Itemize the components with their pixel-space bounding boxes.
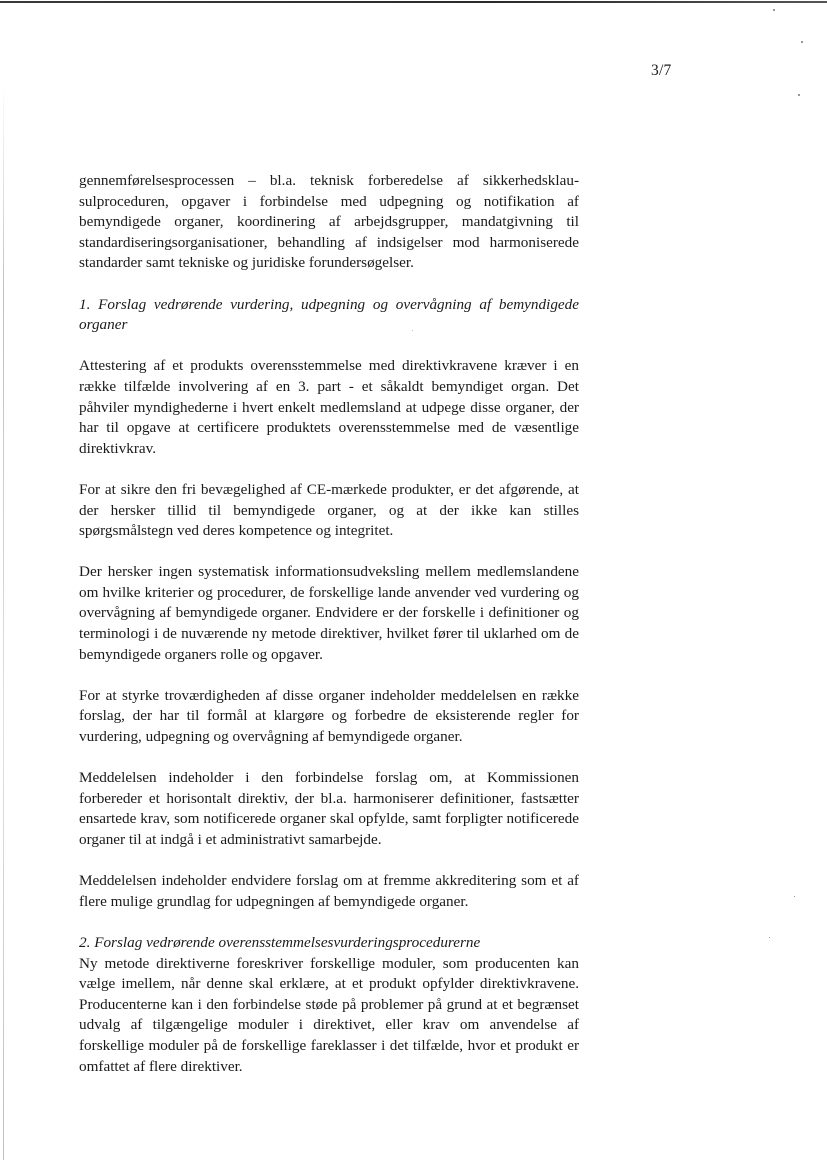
page-number: 3/7 — [651, 62, 672, 79]
section-2-heading: 2. Forslag vedrørende overensstemmelsesvurderingsprocedurerne — [79, 933, 481, 951]
section-1-paragraph: For at sikre den fri bevægelighed af CE-mærkede produkter, er det afgørende, at der hersker tillid til bemyndigede organer, og at der ikke kan stilles spørgsmålstegn ved deres kompetence og integritet. — [79, 480, 579, 540]
section-1-paragraph: Meddelelsen indeholder i den forbindelse forslag om, at Kommissionen forbereder et horisontalt direktiv, der bl.a. harmoniserer definitioner, fastsætter ensartede krav, som notificerede organer skal opfylde, samt forpligter notificerede organer til at indgå i et administrativt samarbejde. — [79, 769, 579, 848]
section-1-paragraph: Der hersker ingen systematisk informationsudveksling mellem medlemslandene om hvilke kriterier og procedurer, de forskellige lande anvender ved vurdering og overvågning af bemyndigede organer. Endvidere er der forskelle i definitioner og terminologi i de nuværende ny metode direktiver, hvilket fører til uklarhed om de bemyndigede organers rolle og opgaver. — [79, 563, 579, 663]
section-1-paragraph: Attestering af et produkts overensstemmelse med direktivkravene kræver i en række tilfælde involvering af en 3. part - et såkaldt bemyndiget organ. Det påhviler myndighederne i hvert enkelt medlemsland at udpege disse organer, der har til opgave at certificere produktets overensstemmelse med de væsentlige direktivkrav. — [79, 357, 579, 457]
scan-left-edge — [3, 80, 4, 1160]
document-body — [79, 171, 579, 1077]
intro-paragraph: gennemførelsesprocessen – bl.a. teknisk forberedelse af sikkerhedsklausulproceduren, opgaver i forbindelse med udpegning og notifikation af bemyndigede organer, koordinering af arbejdsgrupper, mandatgivning til standardiseringsorganisationer, behandling af indsigelser mod harmoniserede standarder samt tekniske og juridiske forundersøgelser. — [79, 172, 579, 272]
scan-speck — [769, 937, 770, 938]
section-1-paragraph: For at styrke troværdigheden af disse organer indeholder meddelelsen en række forslag, der har til formål at klargøre og forbedre de eksisterende regler for vurdering, udpegning og overvågning af bemyndigede organer. — [79, 686, 579, 746]
section-1-paragraph: Meddelelsen indeholder endvidere forslag om at fremme akkreditering som et af flere mulige grundlag for udpegningen af bemyndigede organer. — [79, 872, 579, 910]
scan-speck — [794, 896, 795, 897]
section-2-paragraph: Ny metode direktiverne foreskriver forskellige moduler, som producenten kan vælge imellem, når denne skal erklære, at et produkt opfylder direktivkravene. Producenterne kan i den forbindelse støde på problemer på grund at et begrænset udvalg af tilgængelige moduler i direktivet, eller krav om anvendelse af forskellige moduler på de forskellige fareklasser i det tilfælde, hvor et produkt er omfattet af flere direktiver. — [79, 954, 579, 1075]
scan-top-edge — [0, 1, 827, 3]
scan-speck — [773, 9, 775, 11]
section-1-heading: 1. Forslag vedrørende vurdering, udpegning og overvågning af bemyndigede organer — [79, 295, 579, 334]
scan-speck — [801, 41, 803, 43]
scan-speck — [798, 94, 800, 96]
